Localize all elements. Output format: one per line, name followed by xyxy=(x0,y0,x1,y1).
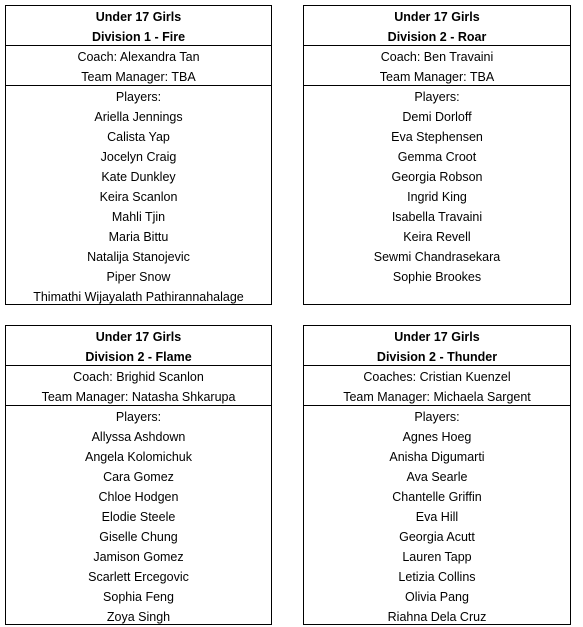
players-block xyxy=(6,405,271,627)
coach-line: Coach: Alexandra Tan xyxy=(77,50,200,64)
player-name: Ingrid King xyxy=(407,190,467,204)
team-title-block xyxy=(304,6,570,45)
team-card-thunder xyxy=(303,325,571,625)
team-title-block xyxy=(304,326,570,365)
player-name: Sewmi Chandrasekara xyxy=(373,250,501,264)
player-name: Eva Hill xyxy=(415,510,459,524)
player-name: Scarlett Ercegovic xyxy=(88,570,189,584)
staff-block xyxy=(6,365,271,405)
coach-line: Coach: Ben Travaini xyxy=(380,50,494,64)
players-block xyxy=(6,85,271,307)
player-list xyxy=(33,107,244,307)
division-name: Division 2 - Flame xyxy=(85,350,192,364)
players-heading: Players: xyxy=(115,90,162,104)
division-name: Division 2 - Thunder xyxy=(376,350,498,364)
player-name: Mahli Tjin xyxy=(111,210,166,224)
players-heading: Players: xyxy=(414,90,460,104)
player-name: Letizia Collins xyxy=(398,570,476,584)
coach-line: Coaches: Cristian Kuenzel xyxy=(363,370,511,384)
staff-block xyxy=(304,45,570,85)
player-name: Angela Kolomichuk xyxy=(84,450,192,464)
player-name: Elodie Steele xyxy=(101,510,176,524)
team-card-roar xyxy=(303,5,571,305)
player-name: Demi Dorloff xyxy=(402,110,472,124)
player-name: Olivia Pang xyxy=(405,590,469,604)
team-card-fire xyxy=(5,5,272,305)
player-name: Sophia Feng xyxy=(103,590,174,604)
player-name: Natalija Stanojevic xyxy=(87,250,190,264)
player-name: Allyssa Ashdown xyxy=(91,430,186,444)
team-manager-line: Team Manager: Michaela Sargent xyxy=(343,390,531,404)
player-name: Ava Searle xyxy=(406,470,468,484)
player-name: Chloe Hodgen xyxy=(98,490,179,504)
age-group-title: Under 17 Girls xyxy=(95,330,182,344)
coach-line: Coach: Brighid Scanlon xyxy=(73,370,204,384)
player-list xyxy=(85,427,192,627)
player-name: Anisha Digumarti xyxy=(389,450,485,464)
player-name: Ariella Jennings xyxy=(94,110,183,124)
division-name: Division 1 - Fire xyxy=(91,30,186,44)
division-name: Division 2 - Roar xyxy=(387,30,487,44)
players-block xyxy=(304,405,570,627)
players-heading: Players: xyxy=(414,410,460,424)
player-list xyxy=(388,427,487,627)
player-name: Keira Revell xyxy=(403,230,471,244)
player-name: Calista Yap xyxy=(107,130,170,144)
player-name: Chantelle Griffin xyxy=(392,490,482,504)
player-name: Zoya Singh xyxy=(106,610,171,624)
team-title-block xyxy=(6,326,271,365)
player-name: Thimathi Wijayalath Pathirannahalage xyxy=(33,290,244,304)
team-manager-line: Team Manager: TBA xyxy=(379,70,495,84)
player-name: Georgia Acutt xyxy=(399,530,475,544)
player-name: Maria Bittu xyxy=(108,230,169,244)
player-name: Piper Snow xyxy=(106,270,171,284)
age-group-title: Under 17 Girls xyxy=(95,10,182,24)
player-name: Sophie Brookes xyxy=(392,270,482,284)
team-manager-line: Team Manager: TBA xyxy=(81,70,196,84)
team-card-flame xyxy=(5,325,272,625)
player-name: Cara Gomez xyxy=(103,470,174,484)
player-name: Agnes Hoeg xyxy=(402,430,472,444)
player-name: Georgia Robson xyxy=(391,170,483,184)
player-list xyxy=(374,107,500,287)
team-manager-line: Team Manager: Natasha Shkarupa xyxy=(41,390,236,404)
player-name: Jamison Gomez xyxy=(93,550,184,564)
age-group-title: Under 17 Girls xyxy=(394,10,480,24)
player-name: Eva Stephensen xyxy=(391,130,483,144)
player-name: Lauren Tapp xyxy=(402,550,472,564)
player-name: Keira Scanlon xyxy=(99,190,178,204)
player-name: Isabella Travaini xyxy=(391,210,483,224)
player-name: Jocelyn Craig xyxy=(100,150,177,164)
team-title-block xyxy=(6,6,271,45)
player-name: Riahna Dela Cruz xyxy=(387,610,487,624)
players-heading: Players: xyxy=(115,410,162,424)
players-block xyxy=(304,85,570,304)
player-name: Kate Dunkley xyxy=(101,170,176,184)
player-name: Giselle Chung xyxy=(99,530,178,544)
staff-block xyxy=(6,45,271,85)
age-group-title: Under 17 Girls xyxy=(394,330,480,344)
staff-block xyxy=(304,365,570,405)
player-name: Gemma Croot xyxy=(397,150,477,164)
